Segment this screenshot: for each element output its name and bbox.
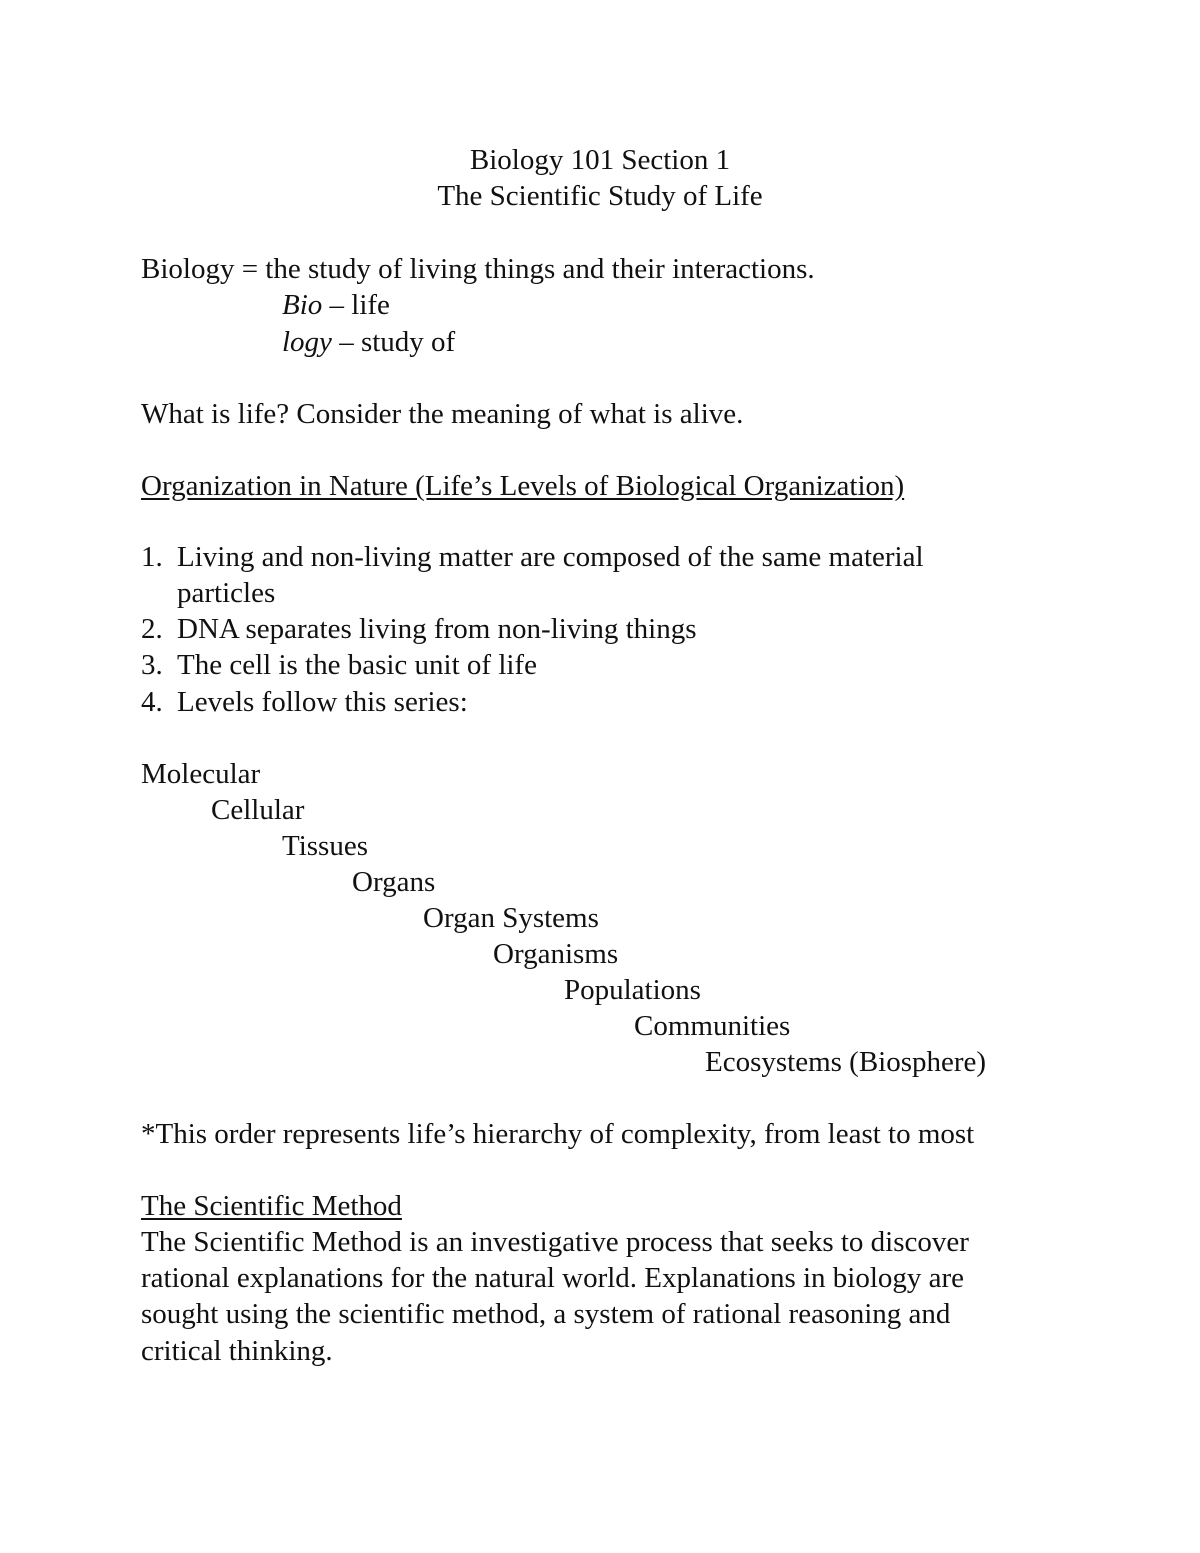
- meaning-bio: – life: [322, 289, 390, 321]
- method-paragraph-line: sought using the scientific method, a system of rational reasoning and: [141, 1298, 951, 1330]
- list-number: 3.: [141, 649, 163, 681]
- definition-part-logy: [282, 324, 455, 360]
- list-item-text: Living and non-living matter are composed of the same material: [177, 541, 924, 573]
- level-communities: Communities: [634, 1010, 791, 1042]
- list-item: [141, 611, 163, 647]
- method-paragraph-line: rational explanations for the natural world. Explanations in biology are: [141, 1262, 965, 1294]
- biology-definition: Biology = the study of living things and their interactions.: [141, 253, 815, 285]
- term-logy: logy: [282, 326, 332, 358]
- course-title: Biology 101 Section 1: [469, 144, 731, 176]
- level-organ-systems: Organ Systems: [423, 902, 599, 934]
- level-organs: Organs: [352, 866, 436, 898]
- meaning-logy: – study of: [331, 326, 456, 358]
- level-populations: Populations: [564, 974, 701, 1006]
- organization-heading: Organization in Nature (Life’s Levels of Biological Organization): [141, 470, 905, 502]
- level-organisms: Organisms: [493, 938, 619, 970]
- list-item-text: DNA separates living from non-living things: [177, 613, 697, 645]
- list-number: 2.: [141, 613, 163, 645]
- method-paragraph-line: The Scientific Method is an investigative process that seeks to discover: [141, 1226, 969, 1258]
- term-bio: Bio: [282, 289, 323, 321]
- list-number: 4.: [141, 686, 163, 718]
- definition-part-bio: [282, 287, 390, 323]
- method-paragraph-line: critical thinking.: [141, 1335, 333, 1367]
- page-title: The Scientific Study of Life: [437, 180, 763, 212]
- list-number: 1.: [141, 541, 163, 573]
- hierarchy-note: *This order represents life’s hierarchy of complexity, from least to most: [141, 1118, 975, 1150]
- level-tissues: Tissues: [282, 830, 368, 862]
- list-item: [141, 647, 163, 683]
- list-item-text: The cell is the basic unit of life: [177, 649, 537, 681]
- list-item: [141, 684, 163, 720]
- list-item: [141, 539, 163, 575]
- level-cellular: Cellular: [211, 794, 305, 826]
- life-question: What is life? Consider the meaning of what is alive.: [141, 398, 744, 430]
- level-ecosystems: Ecosystems (Biosphere): [705, 1046, 987, 1078]
- level-molecular: Molecular: [141, 758, 261, 790]
- method-heading: The Scientific Method: [141, 1190, 402, 1222]
- list-item-text: Levels follow this series:: [177, 686, 468, 718]
- list-item-continuation: particles: [177, 577, 276, 609]
